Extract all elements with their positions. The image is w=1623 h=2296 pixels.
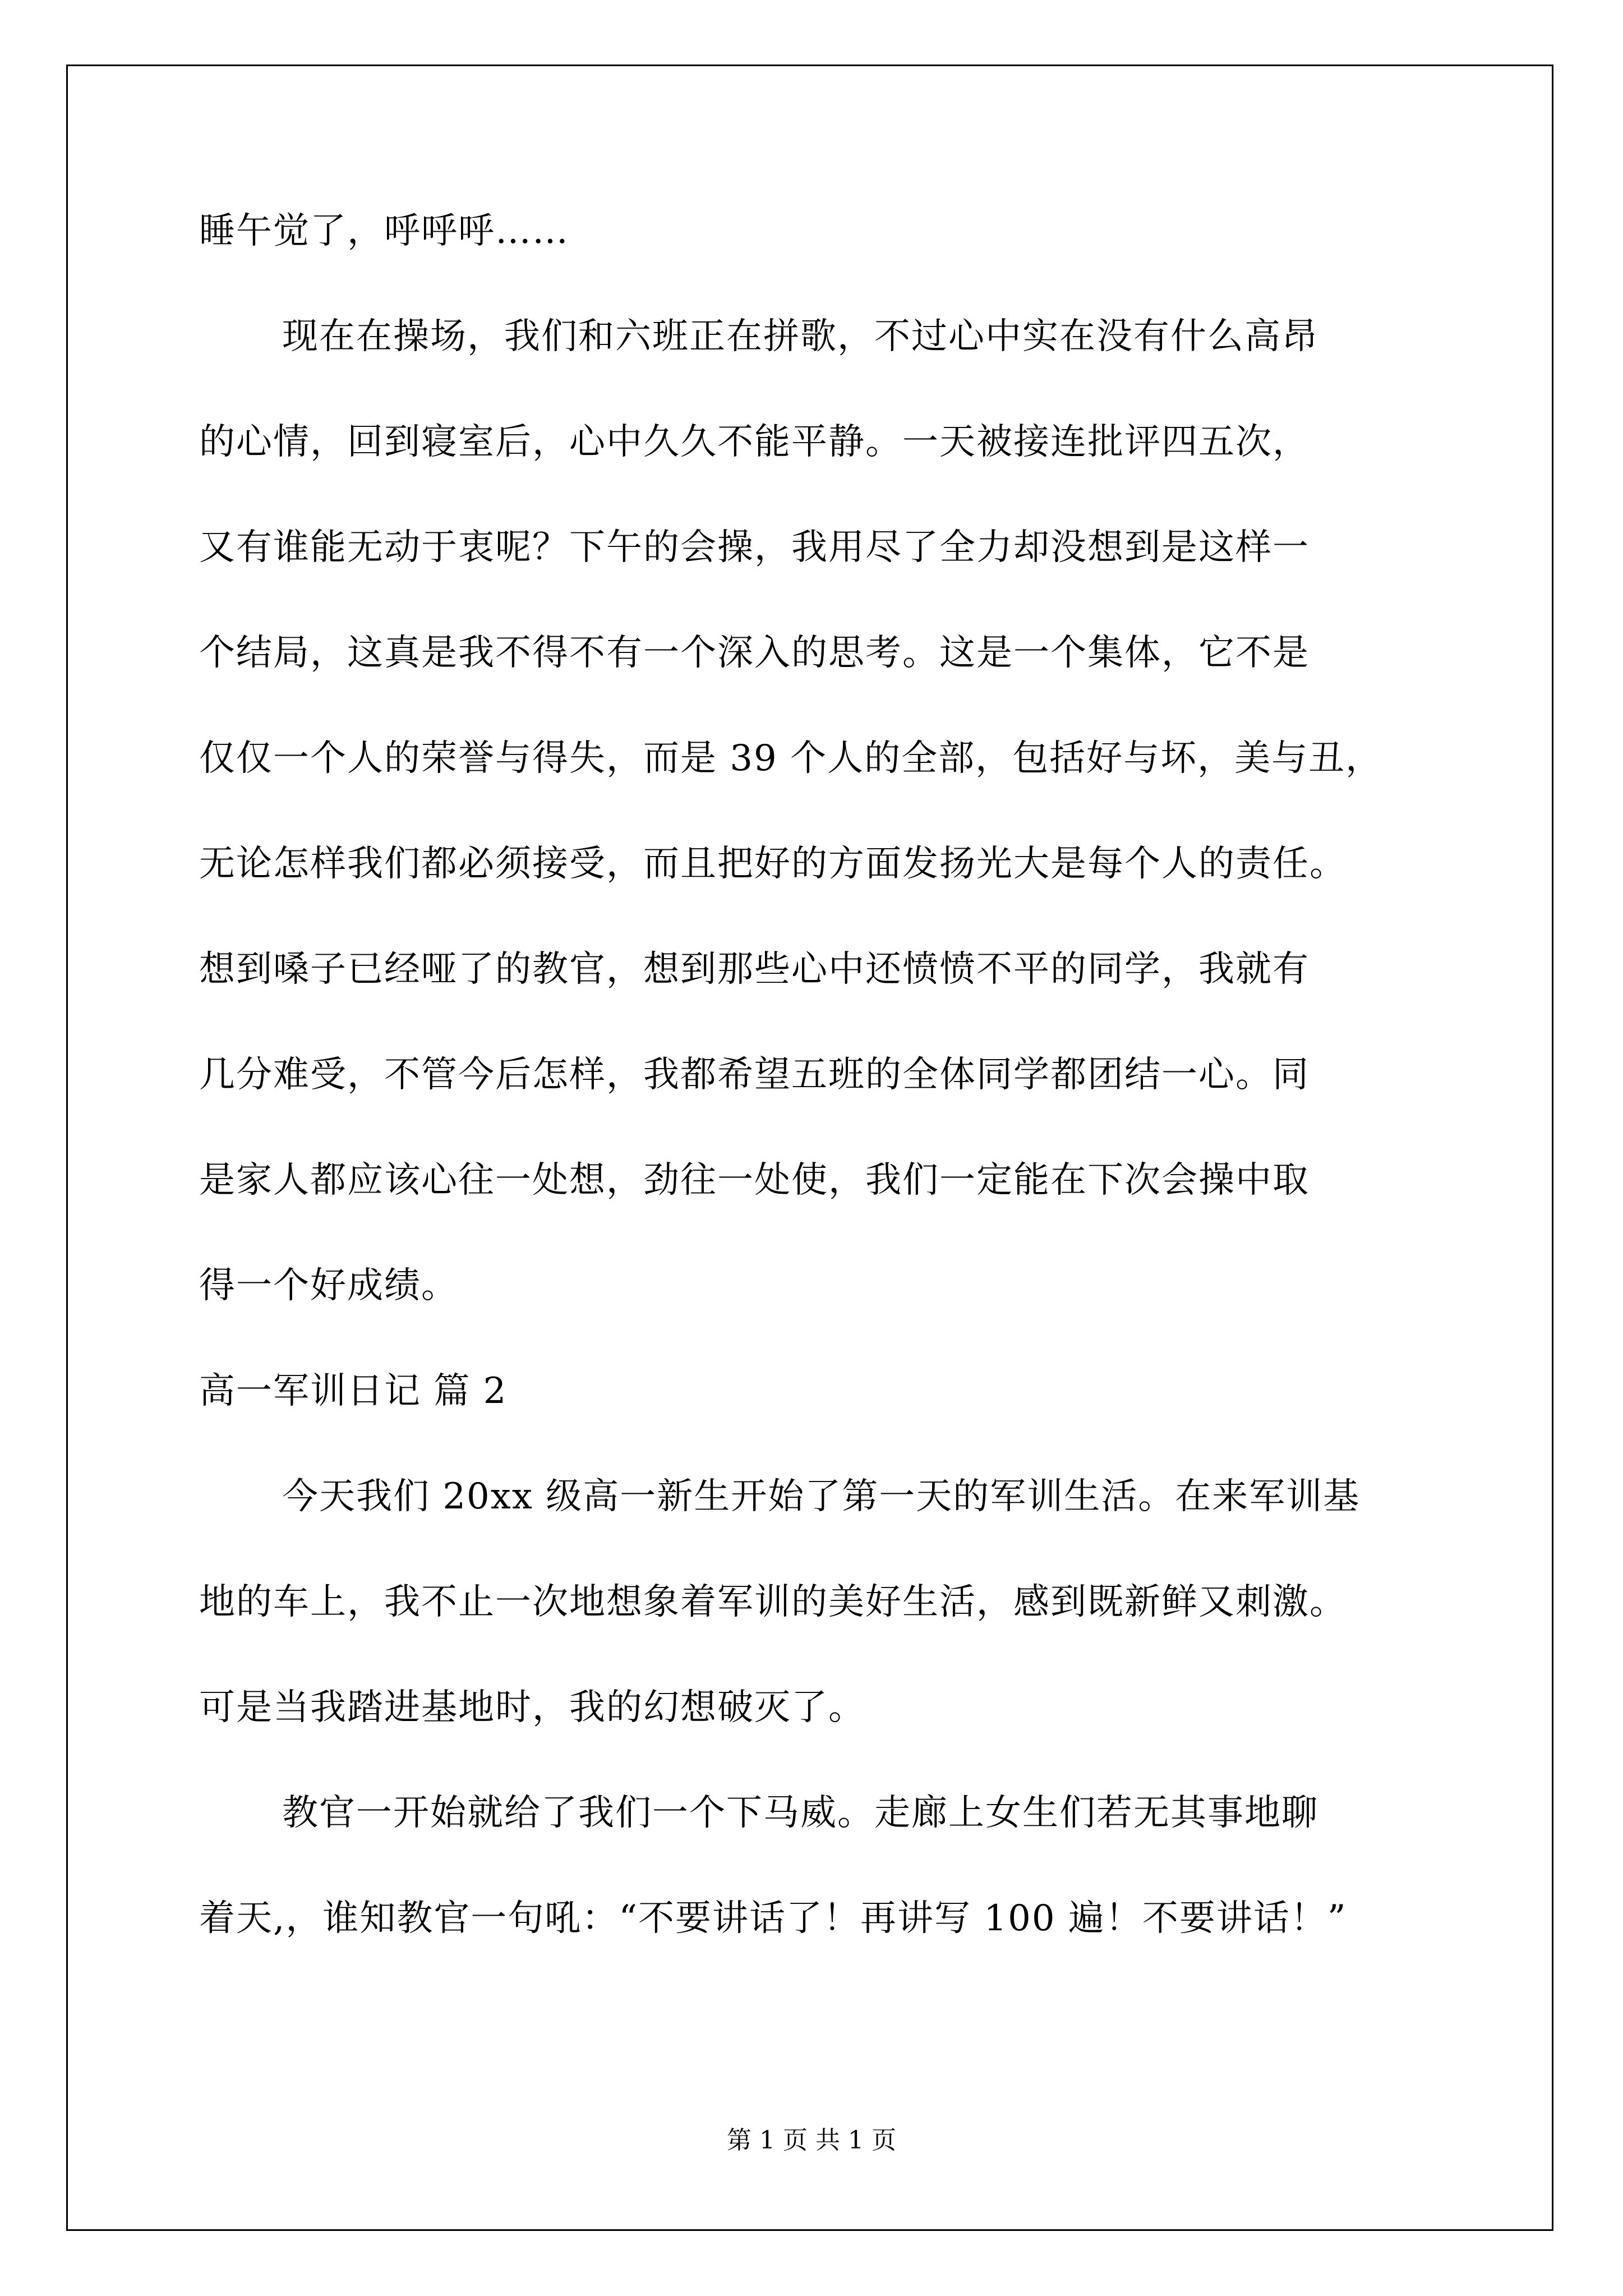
- paragraph-line: 是家人都应该心往一处想，劲往一处使，我们一定能在下次会操中取: [199, 1159, 1310, 1201]
- paragraph-line: 教官一开始就给了我们一个下马威。走廊上女生们若无其事地聊: [282, 1792, 1318, 1834]
- paragraph-line: 着天,，谁知教官一句吼：“不要讲话了！再讲写 100 遍！不要讲话！”: [199, 1898, 1347, 1939]
- paragraph-line: 睡午觉了，呼呼呼……: [199, 210, 569, 252]
- paragraph-line: 的心情，回到寝室后，心中久久不能平静。一天被接连批评四五次，: [199, 421, 1310, 463]
- paragraph-line: 仅仅一个人的荣誉与得失，而是 39 个人的全部，包括好与坏，美与丑，: [199, 738, 1383, 779]
- paragraph-line: 可是当我踏进基地时，我的幻想破灭了。: [199, 1687, 865, 1728]
- paragraph-line: 又有谁能无动于衷呢？下午的会操，我用尽了全力却没想到是这样一: [199, 527, 1310, 568]
- section-heading: 高一军训日记 篇 2: [199, 1370, 508, 1412]
- paragraph-line: 个结局，这真是我不得不有一个深入的思考。这是一个集体，它不是: [199, 632, 1310, 674]
- paragraph-line: 地的车上，我不止一次地想象着军训的美好生活，感到既新鲜又刺激。: [199, 1581, 1347, 1623]
- paragraph-line: 想到嗓子已经哑了的教官，想到那些心中还愤愤不平的同学，我就有: [199, 949, 1310, 990]
- paragraph-line: 几分难受，不管今后怎样，我都希望五班的全体同学都团结一心。同: [199, 1054, 1310, 1096]
- paragraph-line: 现在在操场，我们和六班正在拼歌，不过心中实在没有什么高昂: [282, 316, 1318, 357]
- page-footer: 第 1 页 共 1 页: [727, 2126, 896, 2155]
- paragraph-line: 今天我们 20xx 级高一新生开始了第一天的军训生活。在来军训基: [282, 1476, 1361, 1517]
- paragraph-line: 无论怎样我们都必须接受，而且把好的方面发扬光大是每个人的责任。: [199, 843, 1347, 885]
- paragraph-line: 得一个好成绩。: [199, 1265, 458, 1306]
